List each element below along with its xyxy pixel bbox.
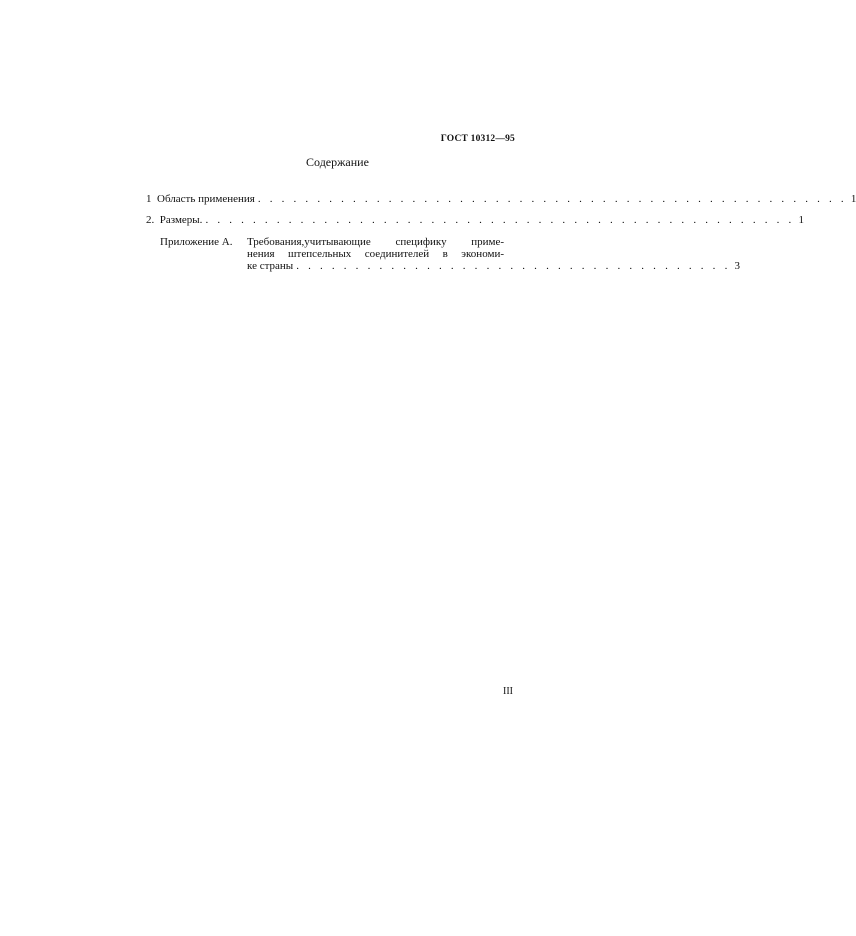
toc-title: Содержание [306, 155, 369, 169]
toc-leader-dots: . . . . . . . . . . . . . . . . . . . . . . . . . . . . . . . . . . . . . [296, 260, 731, 272]
toc-entry[interactable] [146, 193, 856, 205]
appendix-title-line-2: нения штепсельных соединителей в экономи- [247, 248, 504, 260]
appendix-title-line-3 [247, 260, 741, 272]
toc-entry-label [146, 193, 255, 205]
toc-entry-page: 1 [850, 193, 856, 205]
toc-entry[interactable] [146, 214, 804, 226]
appendix-page: 3 [734, 260, 741, 272]
appendix-title-line-1: Требования,учитывающие специфику приме- [247, 236, 504, 248]
appendix-prefix: Приложение А. [160, 236, 233, 248]
toc-leader-dots: . . . . . . . . . . . . . . . . . . . . . . . . . . . . . . . . . . . . . . . . . . . . . . . . . . [205, 214, 795, 226]
toc-entry-label [146, 214, 202, 226]
toc-leader-dots: . . . . . . . . . . . . . . . . . . . . . . . . . . . . . . . . . . . . . . . . . . . . . . . . . . [257, 193, 847, 205]
document-code: ГОСТ 10312—95 [440, 134, 515, 144]
toc-entry-number: 1 [146, 193, 152, 205]
page-number: III [503, 686, 513, 697]
toc-entry-text: Размеры. [159, 214, 203, 226]
toc-entry-number: 2. [146, 214, 155, 226]
toc-entry-text: Область применения [157, 193, 255, 205]
toc-entry-page: 1 [798, 214, 804, 226]
appendix-title [247, 236, 741, 272]
appendix-title-line-3-text: ке страны [247, 260, 294, 272]
